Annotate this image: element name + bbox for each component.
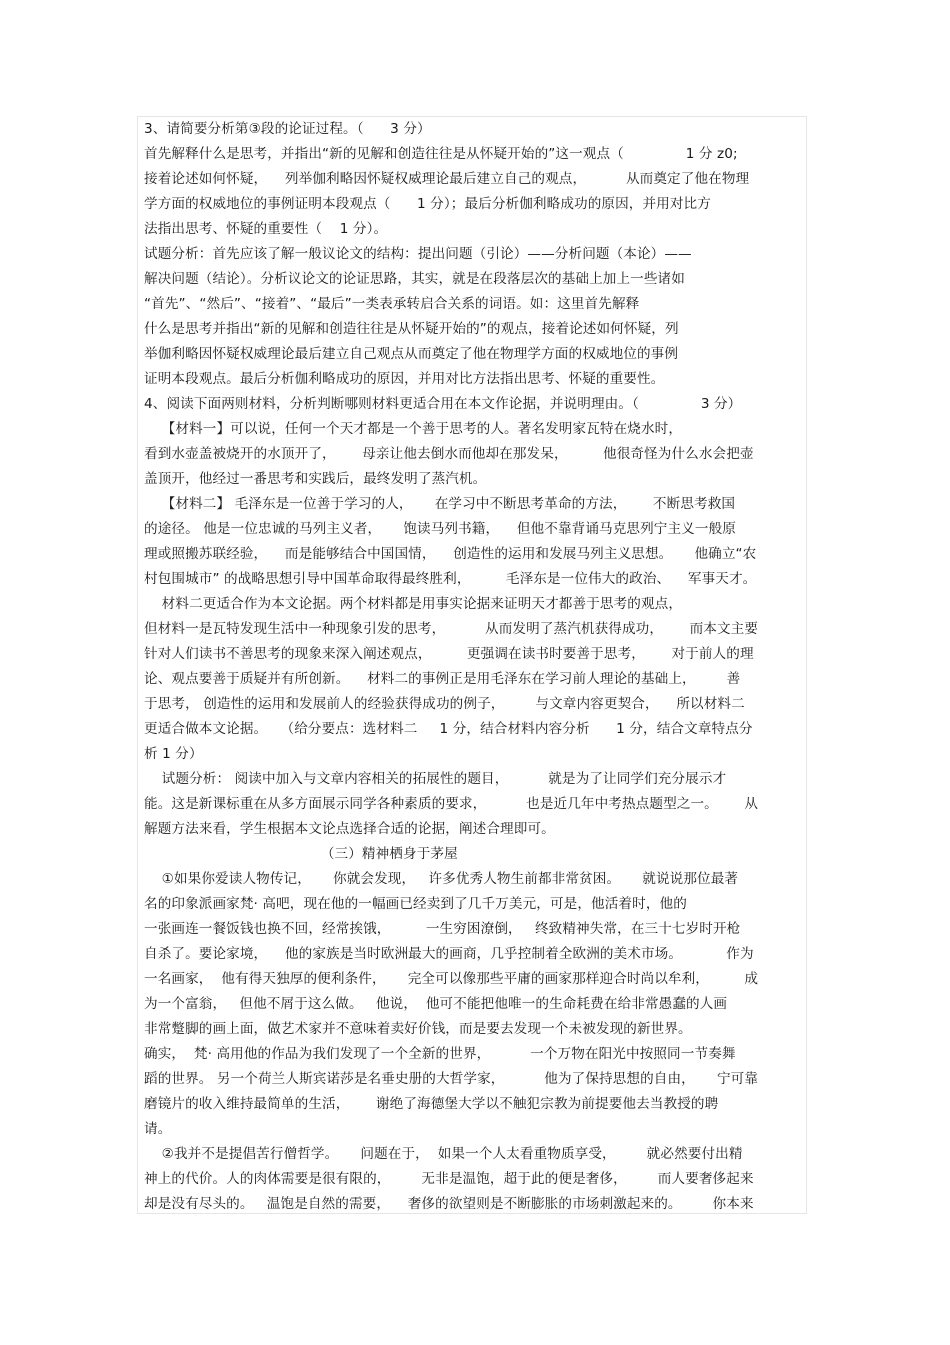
text-line: 论、观点要善于质疑并有所创新。 材料二的事例正是用毛泽东在学习前人理论的基础上， 善 [144, 671, 741, 687]
text-line: 针对人们读书不善思考的现象来深入阐述观点， 更强调在读书时要善于思考， 对于前人的理 [144, 646, 754, 662]
text-line: 为一个富翁， 但他不屑于这么做。 他说， 他可不能把他唯一的生命耗费在给非常愚蠢的人画 [144, 996, 728, 1012]
text-line: “首先”、“然后”、“接着”、“最后”一类表承转启合关系的词语。如：这里首先解释 [144, 296, 640, 312]
text-line: 理或照搬苏联经验， 而是能够结合中国国情， 创造性的运用和发展马列主义思想。 他确立“农 [144, 546, 757, 562]
text-line: 4、阅读下面两则材料，分析判断哪则材料更适合用在本文作论据，并说明理由。（ 3 分） [144, 396, 742, 412]
text-line: ②我并不是提倡苦行僧哲学。 问题在于， 如果一个人太看重物质享受， 就必然要付出精 [144, 1146, 743, 1162]
text-line: 3、请简要分析第③段的论证过程。（ 3 分） [144, 121, 431, 137]
text-line: 于思考， 创造性的运用和发展前人的经验获得成功的例子， 与文章内容更契合， 所以材料二 [144, 696, 745, 712]
text-line: 试题分析：首先应该了解一般议论文的结构：提出问题（引论）——分析问题（本论）—— [144, 246, 692, 262]
text-line: 一张画连一餐饭钱也换不回，经常挨饿， 一生穷困潦倒， 终致精神失常，在三十七岁时开枪 [144, 921, 741, 937]
text-line: 磨镜片的收入维持最简单的生活， 谢绝了海德堡大学以不触犯宗教为前提要他去当教授的聘 [144, 1096, 719, 1112]
text-line: 但材料一是瓦特发现生活中一种现象引发的思考， 从而发明了蒸汽机获得成功， 而本文主要 [144, 621, 759, 637]
text-line: 材料二更适合作为本文论据。两个材料都是用事实论据来证明天才都善于思考的观点， [144, 596, 683, 612]
text-line: 的途径。 他是一位忠诚的马列主义者， 饱读马列书籍， 但他不靠背诵马克思列宁主义一般原 [144, 521, 736, 537]
text-line: 学方面的权威地位的事例证明本段观点（ 1 分）；最后分析伽利略成功的原因，并用对比方 [144, 196, 711, 212]
text-line: 法指出思考、怀疑的重要性（ 1 分）。 [144, 221, 388, 237]
text-line: ①如果你爱读人物传记， 你就会发现， 许多优秀人物生前都非常贫困。 就说说那位最著 [144, 871, 739, 887]
text-line: 村包围城市” 的战略思想引导中国革命取得最终胜利， 毛泽东是一位伟大的政治、 军事天才。 [144, 571, 757, 587]
text-line: 【材料二】 毛泽东是一位善于学习的人， 在学习中不断思考革命的方法， 不断思考救国 [144, 496, 736, 512]
text-line: 解决问题（结论）。分析议论文的论证思路，其实，就是在段落层次的基础上加上一些诸如 [144, 271, 685, 287]
text-line: 却是没有尽头的。 温饱是自然的需要， 奢侈的欲望则是不断膨胀的市场刺激起来的。 你本来 [144, 1196, 754, 1212]
text-line: 非常蹩脚的画上面，做艺术家并不意味着卖好价钱，而是要去发现一个未被发现的新世界。 [144, 1021, 692, 1037]
text-line: 举伽利略因怀疑权威理论最后建立自己观点从而奠定了他在物理学方面的权威地位的事例 [144, 346, 679, 362]
text-line: 盖顶开，他经过一番思考和实践后，最终发明了蒸汽机。 [144, 471, 487, 487]
text-line: 首先解释什么是思考，并指出“新的见解和创造往往是从怀疑开始的”这一观点（ 1 分 z0; [144, 146, 738, 162]
text-line: 自杀了。要论家境， 他的家族是当时欧洲最大的画商，几乎控制着全欧洲的美术市场。 作为 [144, 946, 754, 962]
text-line: 【材料一】可以说，任何一个天才都是一个善于思考的人。著名发明家瓦特在烧水时， [144, 421, 683, 437]
text-line: 请。 [144, 1121, 172, 1137]
text-line: 试题分析： 阅读中加入与文章内容相关的拓展性的题目， 就是为了让同学们充分展示才 [144, 771, 727, 787]
text-line: 更适合做本文论据。 （给分要点：选材料二 1 分，结合材料内容分析 1 分，结合文章特点分 [144, 721, 753, 737]
text-line: 解题方法来看，学生根据本文论点选择合适的论据，阐述合理即可。 [144, 821, 555, 837]
text-line: 确实， 梵· 高用他的作品为我们发现了一个全新的世界， 一个万物在阳光中按照同一节奏舞 [144, 1046, 736, 1062]
text-line: 能。这是新课标重在从多方面展示同学各种素质的要求， 也是近几年中考热点题型之一。 从 [144, 796, 759, 812]
text-line: 一名画家， 他有得天独厚的便利条件， 完全可以像那些平庸的画家那样迎合时尚以牟利， 成 [144, 971, 759, 987]
text-line: 神上的代价。人的肉体需要是很有限的， 无非是温饱，超于此的便是奢侈， 而人要奢侈起来 [144, 1171, 754, 1187]
text-line: 证明本段观点。最后分析伽利略成功的原因，并用对比方法指出思考、怀疑的重要性。 [144, 371, 665, 387]
text-line: 蹈的世界。 另一个荷兰人斯宾诺莎是名垂史册的大哲学家， 他为了保持思想的自由， 宁可靠 [144, 1071, 759, 1087]
text-line: 接着论述如何怀疑， 列举伽利略因怀疑权威理论最后建立自己的观点， 从而奠定了他在物理 [144, 171, 750, 187]
text-line: 什么是思考并指出“新的见解和创造往往是从怀疑开始的”的观点，接着论述如何怀疑，列 [144, 321, 679, 337]
text-line: 名的印象派画家梵· 高吧，现在他的一幅画已经卖到了几千万美元，可是，他活着时，他的 [144, 896, 687, 912]
text-line: 看到水壶盖被烧开的水顶开了， 母亲让他去倒水而他却在那发呆， 他很奇怪为什么水会把壶 [144, 446, 754, 462]
section-heading: （三）精神栖身于茅屋 [144, 846, 458, 862]
text-line: 析 1 分） [144, 746, 203, 762]
